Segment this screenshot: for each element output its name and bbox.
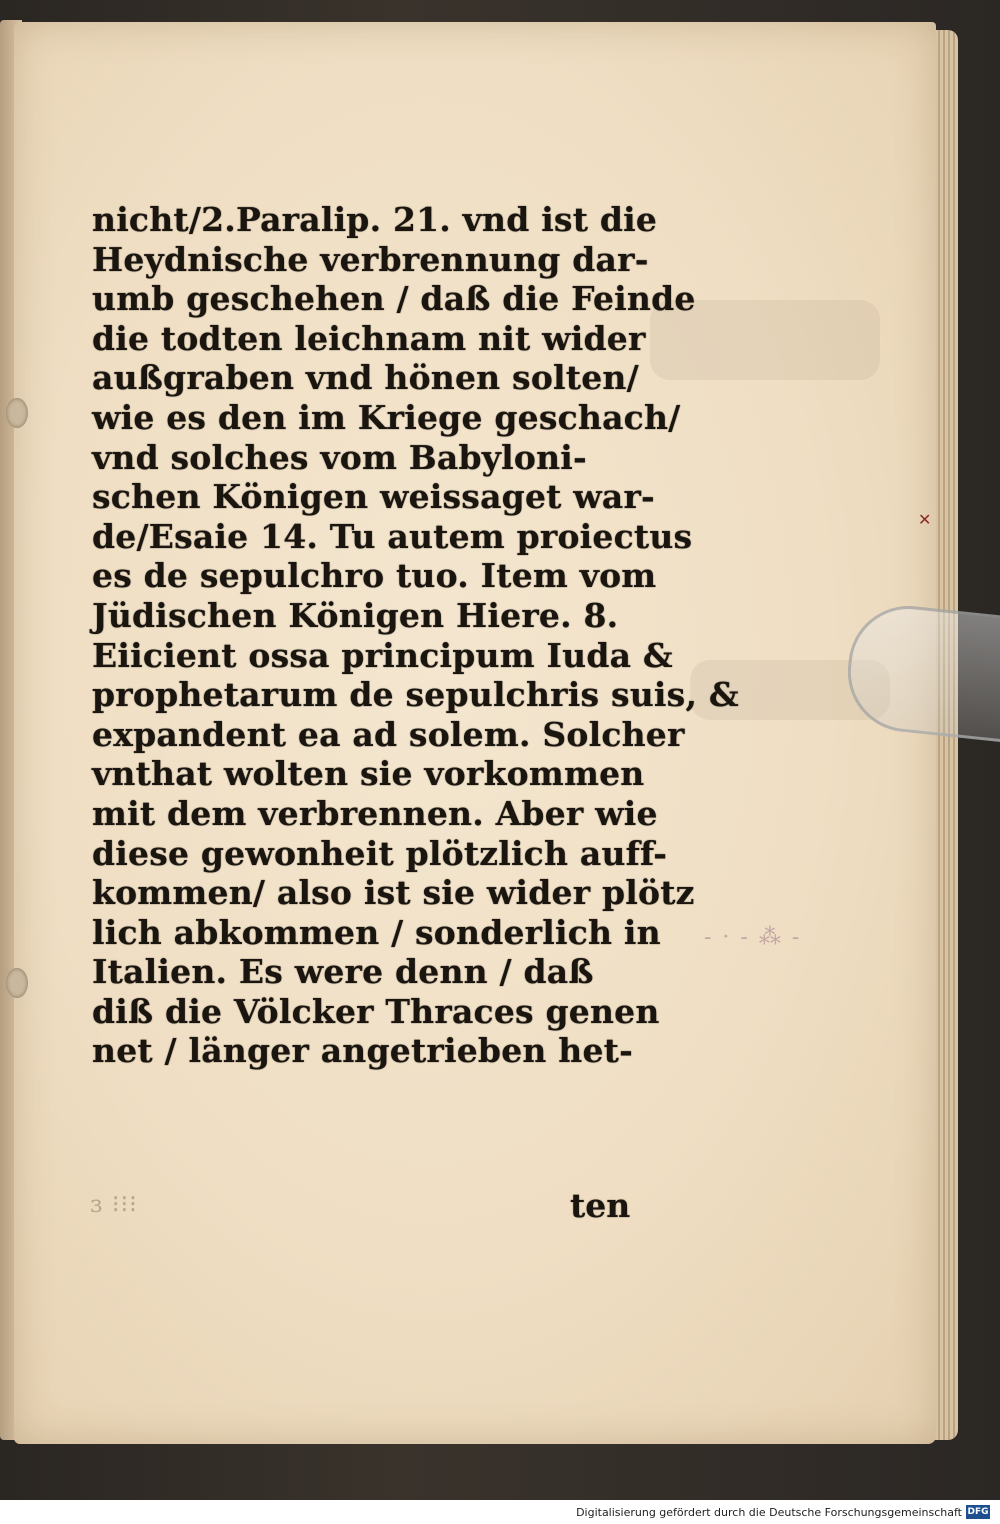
text-line: diese gewonheit plötzlich auff- (92, 833, 668, 873)
text-line: expandent ea ad solem. Solcher (92, 714, 685, 754)
text-line: die todten leichnam nit wider (92, 318, 646, 358)
binding-stitch (6, 968, 28, 998)
text-line: Italien. Es were denn / daß (92, 952, 594, 992)
text-line: nicht/2.Paralip. 21. vnd ist die (92, 200, 658, 239)
text-line: diß die Völcker Thraces genen (92, 991, 660, 1031)
text-line: de/Esaie 14. Tu autem proiectus (92, 516, 693, 556)
text-line: net / länger angetrieben het- (92, 1031, 634, 1071)
text-line: wie es den im Kriege geschach/ (92, 397, 681, 437)
text-line: Heydnische verbrennung dar- (92, 239, 649, 279)
red-ink-mark: ✕ (918, 510, 932, 529)
text-line: schen Königen weissaget war- (92, 477, 655, 517)
text-line: vnthat wolten sie vorkommen (92, 754, 645, 794)
text-line: lich abkommen / sonderlich in (92, 912, 661, 952)
text-line: kommen/ also ist sie wider plötz (92, 873, 695, 913)
text-line: Eiicient ossa principum Iuda & (92, 635, 673, 675)
marginal-mark: - · - ⁂ - (704, 925, 802, 950)
text-line: umb geschehen / daß die Feinde (92, 279, 696, 319)
text-line: prophetarum de sepulchris suis, & (92, 675, 739, 715)
text-line: mit dem verbrennen. Aber wie (92, 793, 658, 833)
text-line: vnd solches vom Babyloni- (92, 437, 587, 477)
footer-bar (0, 1500, 1000, 1524)
binding-stitch (6, 398, 28, 428)
text-line: außgraben vnd hönen solten/ (92, 358, 639, 398)
text-line: es de sepulchro tuo. Item vom (92, 556, 657, 596)
funding-credit: Digitalisierung gefördert durch die Deutsche Forschungsgemeinschaft (576, 1506, 962, 1519)
page-text-block (92, 200, 739, 1071)
dfg-logo: DFG (967, 1507, 989, 1517)
catchword: ten (570, 1186, 631, 1225)
text-line: Jüdischen Königen Hiere. 8. (92, 595, 619, 635)
offset-ink-mark: ɜ ⁝⁝⁝ (90, 1190, 138, 1218)
